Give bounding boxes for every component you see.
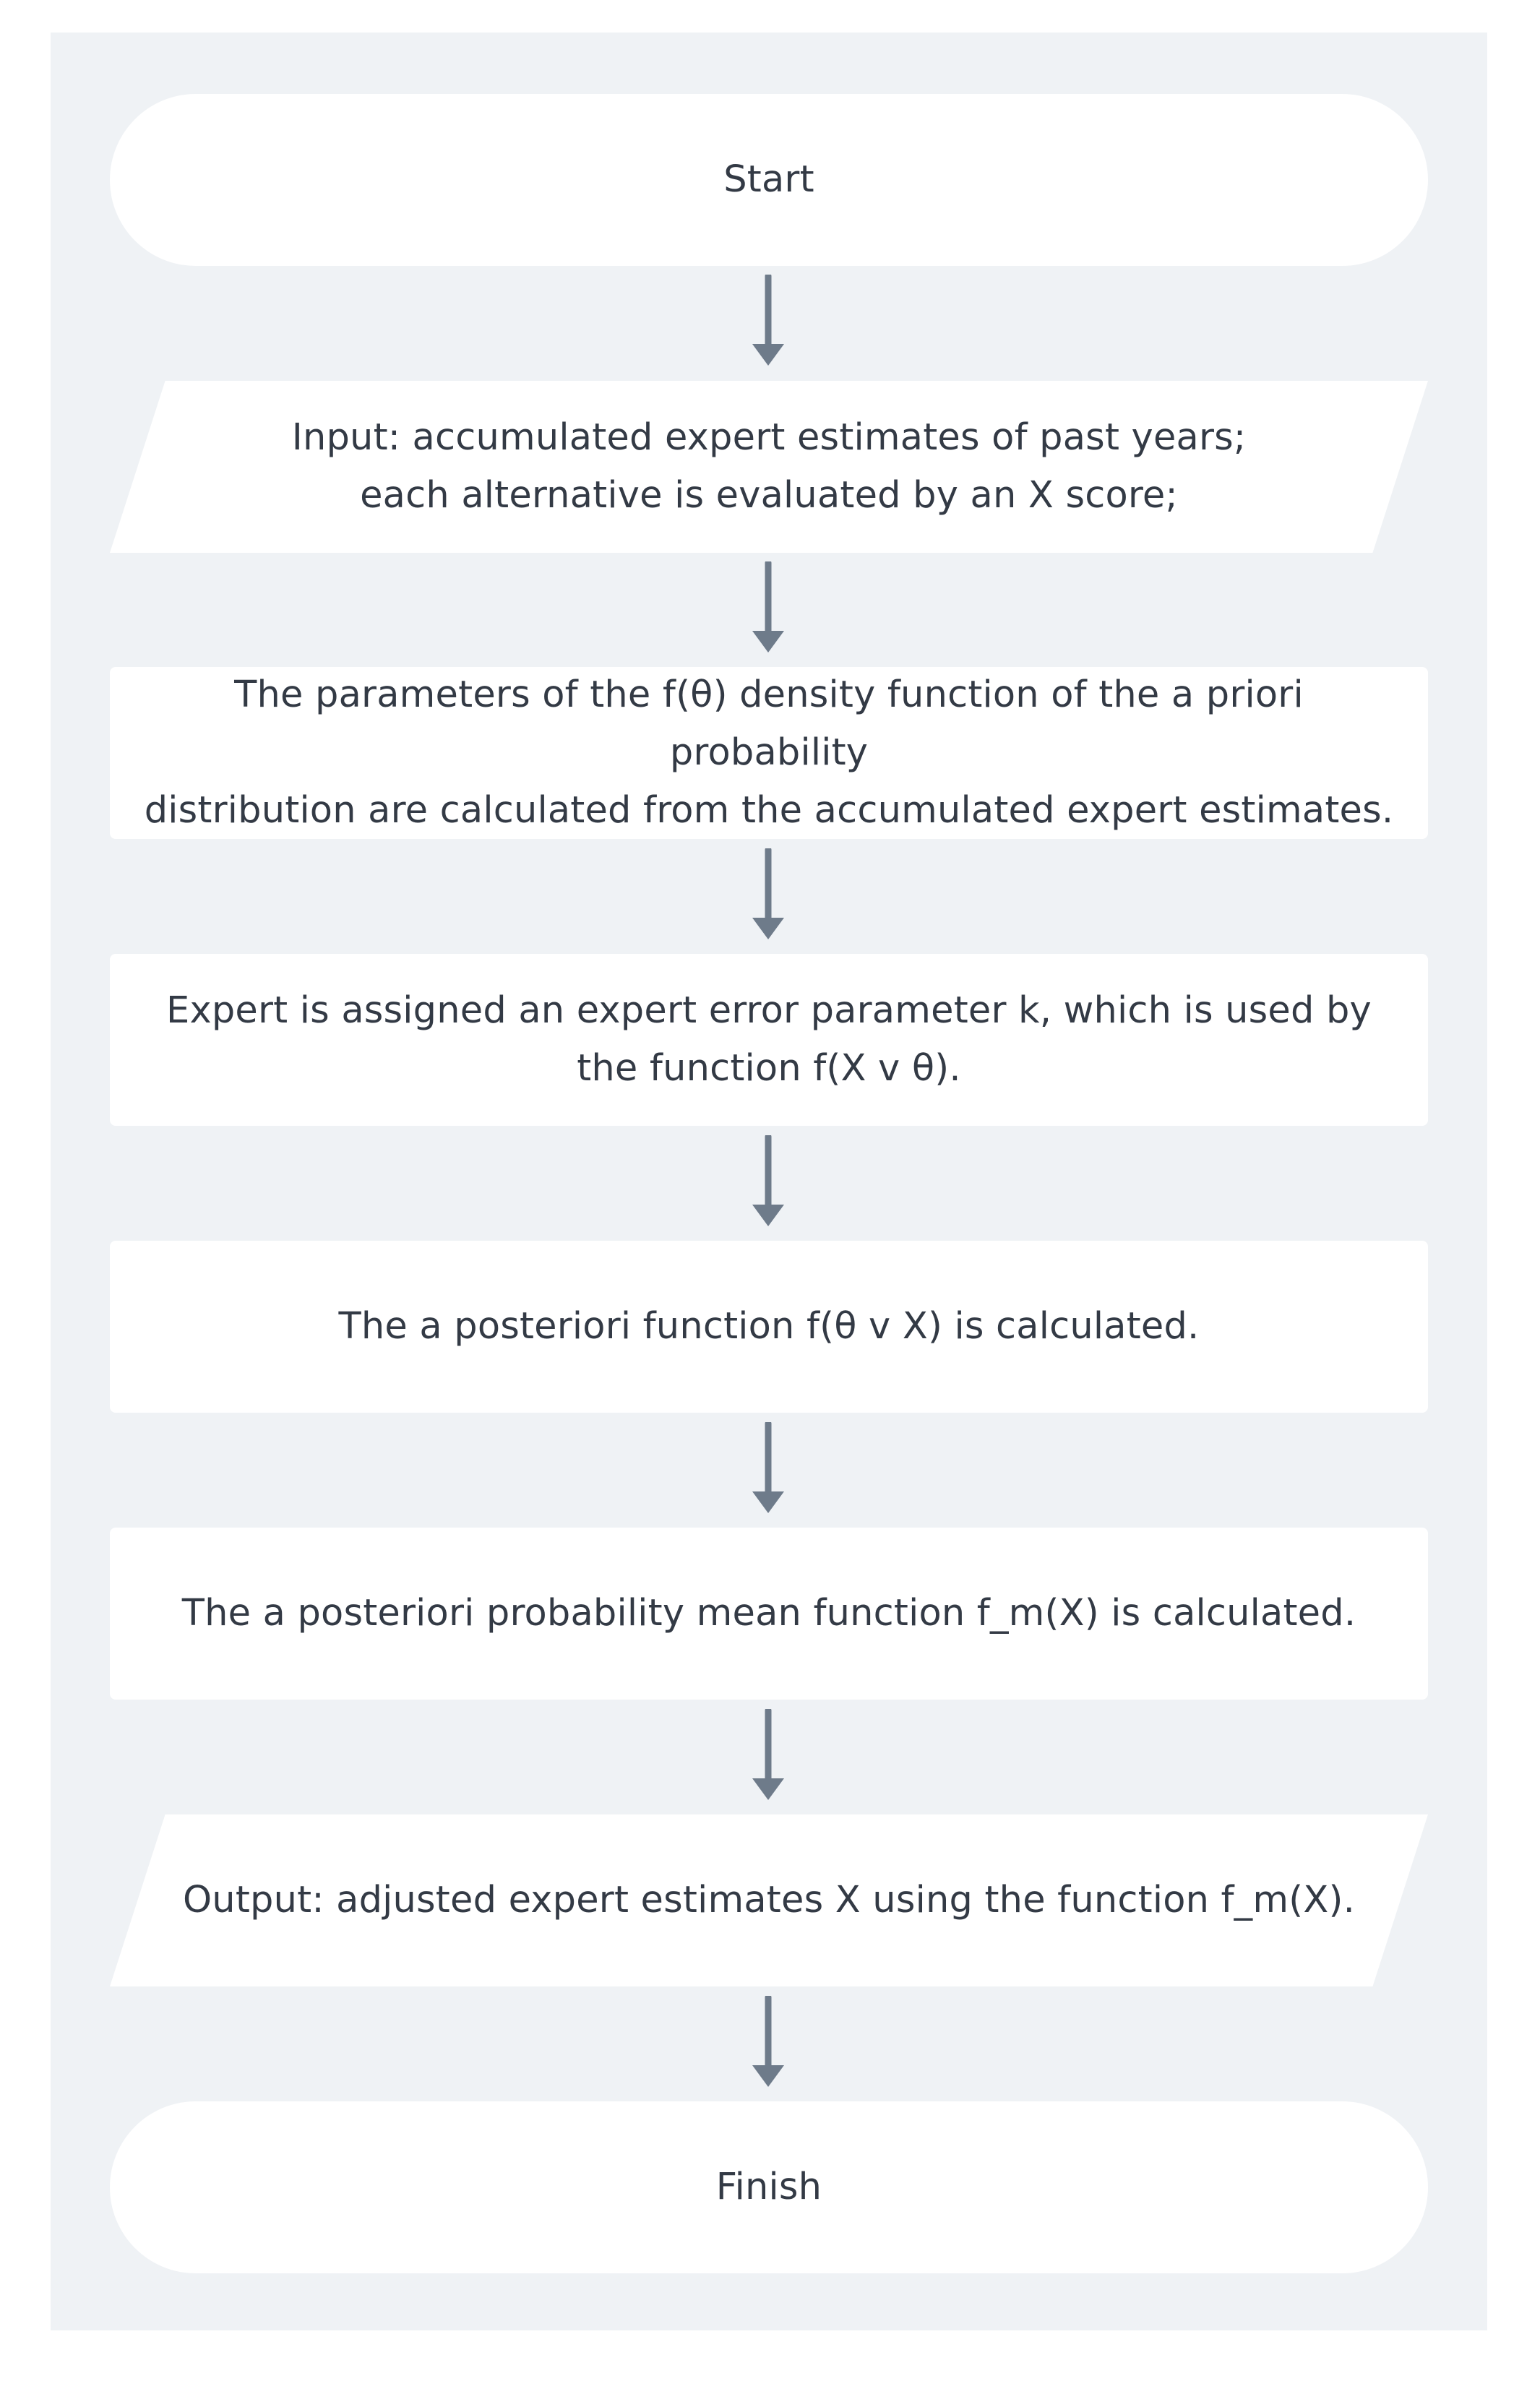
arrow-down-icon [746, 1709, 791, 1801]
posterior-mean-label: The a posteriori probability mean function f_m(X) is calculated. [181, 1592, 1356, 1635]
posterior-function-node [110, 1241, 1428, 1413]
arrow-down-icon [746, 848, 791, 941]
finish-node [110, 2101, 1428, 2273]
expert-error-node [110, 954, 1428, 1126]
finish-label: Finish [715, 2166, 822, 2208]
arrow-down-icon [746, 561, 791, 654]
input-node [110, 381, 1428, 553]
prior-parameters-label: The parameters of the f(θ) density function of the a priori probability distribution are calculated from the accumulated expert estimates. [144, 673, 1394, 832]
posterior-function-label: The a posteriori function f(θ v X) is calculated. [338, 1305, 1200, 1348]
output-label: Output: adjusted expert estimates X using the function f_m(X). [182, 1879, 1356, 1921]
output-node [110, 1814, 1428, 1986]
arrow-down-icon [746, 1422, 791, 1515]
arrow-down-icon [746, 275, 791, 367]
arrow-down-icon [746, 1996, 791, 2088]
prior-parameters-node [110, 667, 1428, 839]
expert-error-label: Expert is assigned an expert error parameter k, which is used by the function f(X v θ). [166, 989, 1372, 1090]
start-node [110, 94, 1428, 266]
arrow-down-icon [746, 1135, 791, 1228]
posterior-mean-node [110, 1528, 1428, 1700]
input-label: Input: accumulated expert estimates of past years; each alternative is evaluated by an X score; [291, 416, 1247, 517]
start-label: Start [723, 158, 814, 201]
